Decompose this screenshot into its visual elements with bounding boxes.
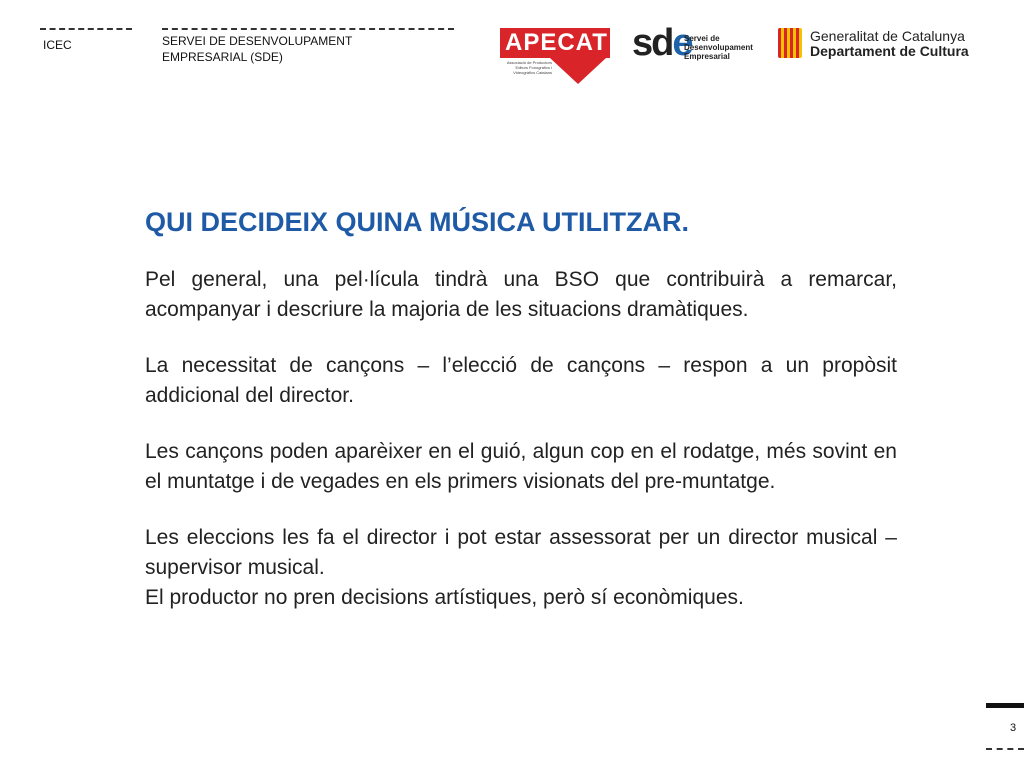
paragraph-bso: Pel general, una pel·lícula tindrà una BSO que contribuirà a remarcar, acompanyar i descriure la majoria de les situacions dramàtiques. [145,268,897,321]
header-label-sde: SERVEI DE DESENVOLUPAMENT EMPRESARIAL (SDE) [162,34,353,64]
header-rule-left [40,28,132,30]
paragraph-director: Les eleccions les fa el director i pot estar assessorat per un director musical – supervisor musical. [145,526,897,579]
apecat-logo-triangle [550,58,606,84]
header-rule-middle [162,28,454,30]
page-footer-rule [986,748,1024,750]
generalitat-logo-line1: Generalitat de Catalunya [810,28,965,44]
slide-title: QUI DECIDEIX QUINA MÚSICA UTILITZAR. [145,207,689,237]
sde-logo-text: Servei de Desenvolupament Empresarial [684,34,753,61]
apecat-logo-text: APECAT [500,28,610,58]
paragraph-aparicio: Les cançons poden aparèixer en el guió, algun cop en el rodatge, més sovint en el muntatge i de vegades en els primers visionats del pre-muntatge. [145,440,897,493]
generalitat-logo-line2: Departament de Cultura [810,43,969,59]
paragraph-productor: El productor no pren decisions artístiques, però sí econòmiques. [145,586,744,609]
sde-logo-mark: sde [632,22,692,64]
page-number-bar [986,703,1024,708]
page-number: 3 [1010,722,1017,734]
apecat-logo-subtitle: Associació de Productors Editors Fonogràfics i Videogràfics Catalans [506,60,552,75]
header-label-icec: ICEC [43,38,72,52]
senyera-icon [778,28,802,58]
apecat-logo [500,26,612,88]
paragraph-canons: La necessitat de cançons – l’elecció de cançons – respon a un propòsit addicional del director. [145,354,897,407]
slide-content [145,205,897,613]
